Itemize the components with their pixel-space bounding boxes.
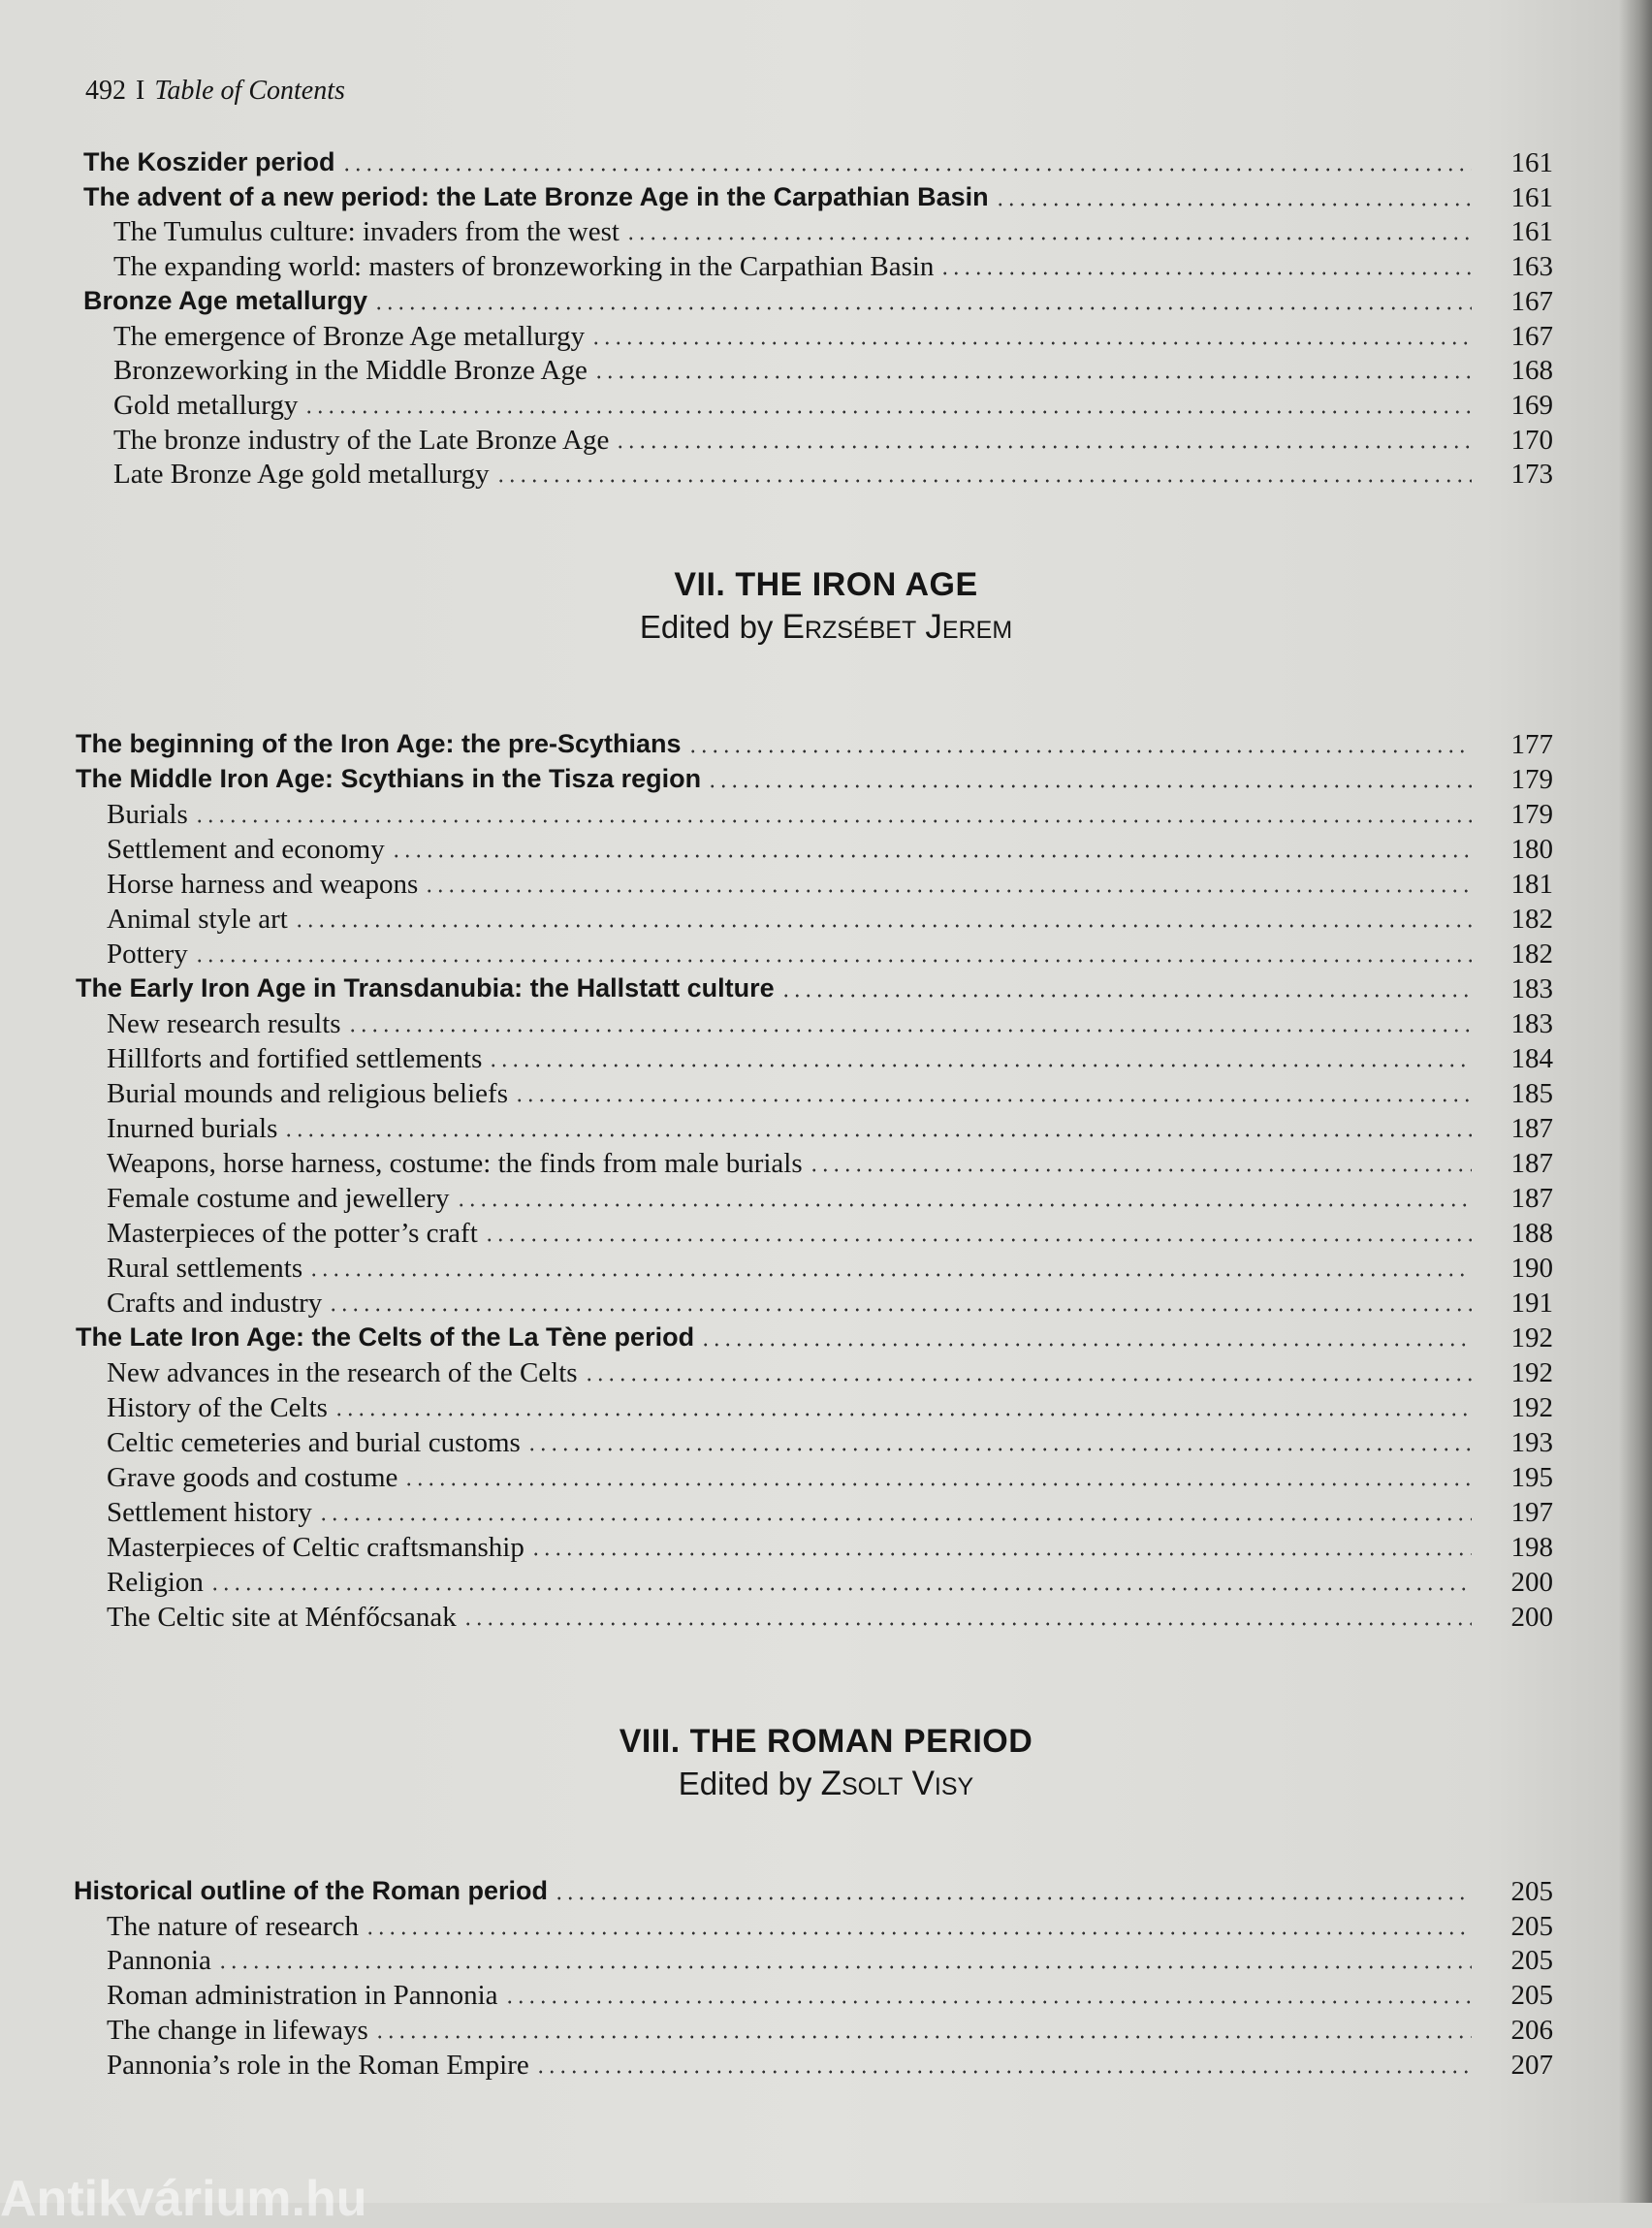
toc-page-number: 190	[1510, 1253, 1553, 1284]
toc-subentry	[107, 1043, 1553, 1078]
toc-heading-entry	[83, 181, 1553, 217]
toc-page-number: 193	[1510, 1427, 1553, 1458]
page-number: 492	[85, 76, 126, 106]
toc-entry-label: The change in lifeways	[107, 2014, 368, 2046]
dot-leader	[615, 445, 1472, 449]
toc-entry-label: The Middle Iron Age: Scythians in the Tisza region	[76, 764, 702, 793]
toc-subentry	[107, 1497, 1553, 1532]
page-edge-shadow	[1619, 0, 1652, 2203]
toc-entry-label: New research results	[107, 1008, 341, 1039]
dot-leader	[484, 1238, 1472, 1242]
dot-leader	[391, 854, 1472, 858]
toc-page-number: 205	[1510, 1945, 1553, 1977]
toc-page-number: 188	[1510, 1218, 1553, 1249]
toc-page-number: 207	[1510, 2049, 1553, 2081]
dot-leader	[403, 1482, 1472, 1486]
toc-subentry	[113, 389, 1553, 425]
toc-subentry	[107, 1567, 1553, 1602]
toc-entry-label: Celtic cemeteries and burial customs	[107, 1427, 521, 1458]
toc-entry-label: Religion	[107, 1567, 204, 1598]
toc-subentry	[113, 216, 1553, 251]
running-head	[85, 76, 345, 107]
dot-leader	[590, 341, 1472, 345]
toc-subentry	[107, 1945, 1553, 1980]
toc-entry-label: The beginning of the Iron Age: the pre-Scythians	[76, 729, 682, 758]
dot-leader	[194, 819, 1472, 823]
toc-page-number: 177	[1510, 729, 1553, 760]
toc-subentry	[113, 251, 1553, 286]
part-vii-editor: Edited by Erzsébet Jerem	[639, 608, 1013, 646]
dot-leader	[514, 1098, 1472, 1102]
toc-entry-label: Pannonia	[107, 1945, 211, 1977]
dot-leader	[209, 1587, 1472, 1591]
toc-page-number: 163	[1510, 251, 1553, 283]
toc-subentry	[107, 834, 1553, 869]
toc-page-number: 191	[1510, 1288, 1553, 1319]
dot-leader	[347, 1029, 1472, 1033]
toc-heading-entry	[76, 1322, 1553, 1357]
dot-leader	[495, 479, 1472, 483]
toc-heading-entry	[76, 729, 1553, 764]
toc-page-number: 206	[1510, 2014, 1553, 2046]
toc-page-number: 198	[1510, 1532, 1553, 1563]
toc-entry-label: Inurned burials	[107, 1113, 278, 1144]
toc-entry-label: Female costume and jewellery	[107, 1183, 450, 1214]
toc-subentry	[107, 1910, 1553, 1946]
dot-leader	[780, 994, 1472, 998]
dot-leader	[700, 1343, 1472, 1347]
toc-subentry	[113, 459, 1553, 493]
toc-subentry	[107, 2049, 1553, 2085]
toc-page-number: 179	[1510, 799, 1553, 830]
toc-subentry	[107, 1602, 1553, 1637]
dot-leader	[373, 306, 1472, 310]
toc-entry-label: Rural settlements	[107, 1253, 303, 1284]
toc-entry-label: The advent of a new period: the Late Bronze Age in the Carpathian Basin	[83, 181, 989, 211]
dot-leader	[462, 1622, 1472, 1626]
toc-page-number: 187	[1510, 1113, 1553, 1144]
dot-leader	[584, 1378, 1472, 1382]
toc-subentry	[107, 1427, 1553, 1462]
dot-leader	[593, 375, 1472, 379]
dot-leader	[687, 749, 1472, 753]
toc-page-number: 182	[1510, 939, 1553, 970]
toc-heading-entry	[76, 764, 1553, 799]
part-viii-title: VIII. THE ROMAN PERIOD	[619, 1723, 1033, 1760]
toc-page-number: 195	[1510, 1462, 1553, 1493]
toc-entry-label: History of the Celts	[107, 1392, 328, 1423]
dot-leader	[334, 1413, 1472, 1416]
toc-page-number: 205	[1510, 1910, 1553, 1942]
dot-leader	[530, 1552, 1472, 1556]
toc-heading-entry	[76, 973, 1553, 1008]
toc-subentry	[107, 1078, 1553, 1113]
toc-page-number: 179	[1510, 764, 1553, 795]
toc-subentry	[113, 424, 1553, 460]
toc-page-number: 200	[1510, 1567, 1553, 1598]
toc-page-number: 170	[1510, 424, 1553, 456]
toc-entry-label: The Koszider period	[83, 147, 335, 176]
toc-subentry	[107, 1253, 1553, 1288]
toc-page-number: 183	[1510, 973, 1553, 1004]
toc-entry-label: The Tumulus culture: invaders from the west	[113, 216, 620, 248]
toc-page-number: 187	[1510, 1148, 1553, 1179]
toc-page-number: 205	[1510, 1876, 1553, 1907]
dot-leader	[504, 2000, 1472, 2004]
dot-leader	[995, 203, 1472, 207]
toc-entry-label: Burials	[107, 799, 188, 830]
toc-page-number: 192	[1510, 1392, 1553, 1423]
toc-entry-label: Pannonia’s role in the Roman Empire	[107, 2049, 529, 2081]
dot-leader	[535, 2070, 1472, 2074]
toc-entry-label: Historical outline of the Roman period	[74, 1876, 549, 1905]
toc-page-number: 161	[1510, 147, 1553, 178]
part-viii-heading	[0, 1723, 1652, 1803]
toc-subentry	[113, 320, 1553, 356]
toc-subentry	[113, 355, 1553, 390]
watermark-text: Antikvárium.hu	[0, 2171, 367, 2227]
toc-entry-label: Pottery	[107, 939, 188, 970]
dot-leader	[365, 1931, 1472, 1935]
toc-page-number: 192	[1510, 1357, 1553, 1388]
toc-subentry	[107, 1462, 1553, 1497]
toc-subentry	[107, 2014, 1553, 2050]
running-head-title: Table of Contents	[154, 76, 345, 106]
toc-subentry	[107, 1980, 1553, 2015]
toc-entry-label: Bronze Age metallurgy	[83, 285, 368, 315]
dot-leader	[625, 237, 1472, 240]
toc-page-number: 192	[1510, 1322, 1553, 1353]
part-vii-title: VII. THE IRON AGE	[674, 566, 978, 603]
toc-page-number: 182	[1510, 904, 1553, 935]
toc-entry-label: The Late Iron Age: the Celts of the La Tène period	[76, 1322, 695, 1352]
dot-leader	[456, 1203, 1472, 1207]
dot-leader	[554, 1896, 1472, 1900]
toc-entry-label: The nature of research	[107, 1910, 360, 1942]
toc-page-number: 169	[1510, 389, 1553, 421]
toc-entry-label: Grave goods and costume	[107, 1462, 398, 1493]
toc-heading-entry	[74, 1876, 1553, 1911]
toc-page-number: 183	[1510, 1008, 1553, 1039]
toc-entry-label: Masterpieces of Celtic craftsmanship	[107, 1532, 524, 1563]
dot-leader	[283, 1133, 1472, 1137]
toc-page-number: 168	[1510, 355, 1553, 387]
toc-page-number: 173	[1510, 459, 1553, 491]
toc-page-number: 184	[1510, 1043, 1553, 1074]
toc-page-number: 205	[1510, 1980, 1553, 2012]
toc-subentry	[107, 1218, 1553, 1253]
toc-entry-label: Gold metallurgy	[113, 389, 299, 421]
dot-leader	[217, 1965, 1472, 1969]
toc-entry-label: Animal style art	[107, 904, 288, 935]
toc-page-number: 180	[1510, 834, 1553, 865]
toc-page-number: 197	[1510, 1497, 1553, 1528]
toc-entry-label: Settlement history	[107, 1497, 312, 1528]
dot-leader	[294, 924, 1472, 928]
toc-entry-label: The emergence of Bronze Age metallurgy	[113, 320, 586, 352]
toc-subentry	[107, 1392, 1553, 1427]
toc-subentry	[107, 1183, 1553, 1218]
toc-entry-label: Horse harness and weapons	[107, 869, 419, 900]
toc-entry-label: Weapons, horse harness, costume: the finds from male burials	[107, 1148, 803, 1179]
toc-subentry	[107, 1288, 1553, 1322]
dot-leader	[308, 1273, 1472, 1277]
dot-leader	[318, 1517, 1472, 1521]
dot-leader	[374, 2035, 1472, 2039]
toc-entry-label: Bronzeworking in the Middle Bronze Age	[113, 355, 588, 387]
dot-leader	[328, 1308, 1472, 1312]
toc-page-number: 187	[1510, 1183, 1553, 1214]
toc-entry-label: The Celtic site at Ménfőcsanak	[107, 1602, 457, 1633]
part-vii-heading	[0, 566, 1652, 647]
toc-entry-label: Masterpieces of the potter’s craft	[107, 1218, 478, 1249]
toc-subentry	[107, 1532, 1553, 1567]
toc-entry-label: The bronze industry of the Late Bronze Age	[113, 424, 610, 456]
toc-page-number: 167	[1510, 320, 1553, 352]
dot-leader	[707, 784, 1472, 788]
toc-page-number: 185	[1510, 1078, 1553, 1109]
dot-leader	[303, 410, 1472, 414]
toc-entry-label: The expanding world: masters of bronzeworking in the Carpathian Basin	[113, 251, 935, 283]
toc-entry-label: New advances in the research of the Celts	[107, 1357, 578, 1388]
toc-entry-label: Settlement and economy	[107, 834, 385, 865]
toc-subentry	[107, 904, 1553, 939]
dot-leader	[809, 1168, 1472, 1172]
toc-page-number: 167	[1510, 285, 1553, 317]
dot-leader	[488, 1064, 1472, 1067]
toc-entry-label: Hillforts and fortified settlements	[107, 1043, 483, 1074]
part-viii-editor: Edited by Zsolt Visy	[678, 1765, 974, 1802]
dot-leader	[424, 889, 1472, 893]
dot-leader	[341, 168, 1472, 172]
toc-subentry	[107, 1148, 1553, 1183]
toc-subentry	[107, 1357, 1553, 1392]
toc-subentry	[107, 1113, 1553, 1148]
running-head-separator: I	[136, 76, 145, 106]
toc-entry-label: The Early Iron Age in Transdanubia: the Hallstatt culture	[76, 973, 775, 1003]
dot-leader	[939, 271, 1472, 275]
toc-subentry	[107, 799, 1553, 834]
toc-subentry	[107, 869, 1553, 904]
dot-leader	[526, 1448, 1472, 1451]
toc-subentry	[107, 1008, 1553, 1043]
toc-subentry	[107, 939, 1553, 973]
toc-page-number: 200	[1510, 1602, 1553, 1633]
toc-entry-label: Crafts and industry	[107, 1288, 323, 1319]
toc-page-number: 161	[1510, 216, 1553, 248]
toc-page-number: 161	[1510, 181, 1553, 213]
toc-entry-label: Burial mounds and religious beliefs	[107, 1078, 508, 1109]
dot-leader	[194, 959, 1472, 963]
toc-heading-entry	[83, 147, 1553, 182]
toc-entry-label: Roman administration in Pannonia	[107, 1980, 498, 2012]
toc-entry-label: Late Bronze Age gold metallurgy	[113, 459, 490, 491]
toc-page-number: 181	[1510, 869, 1553, 900]
toc-heading-entry	[83, 285, 1553, 321]
